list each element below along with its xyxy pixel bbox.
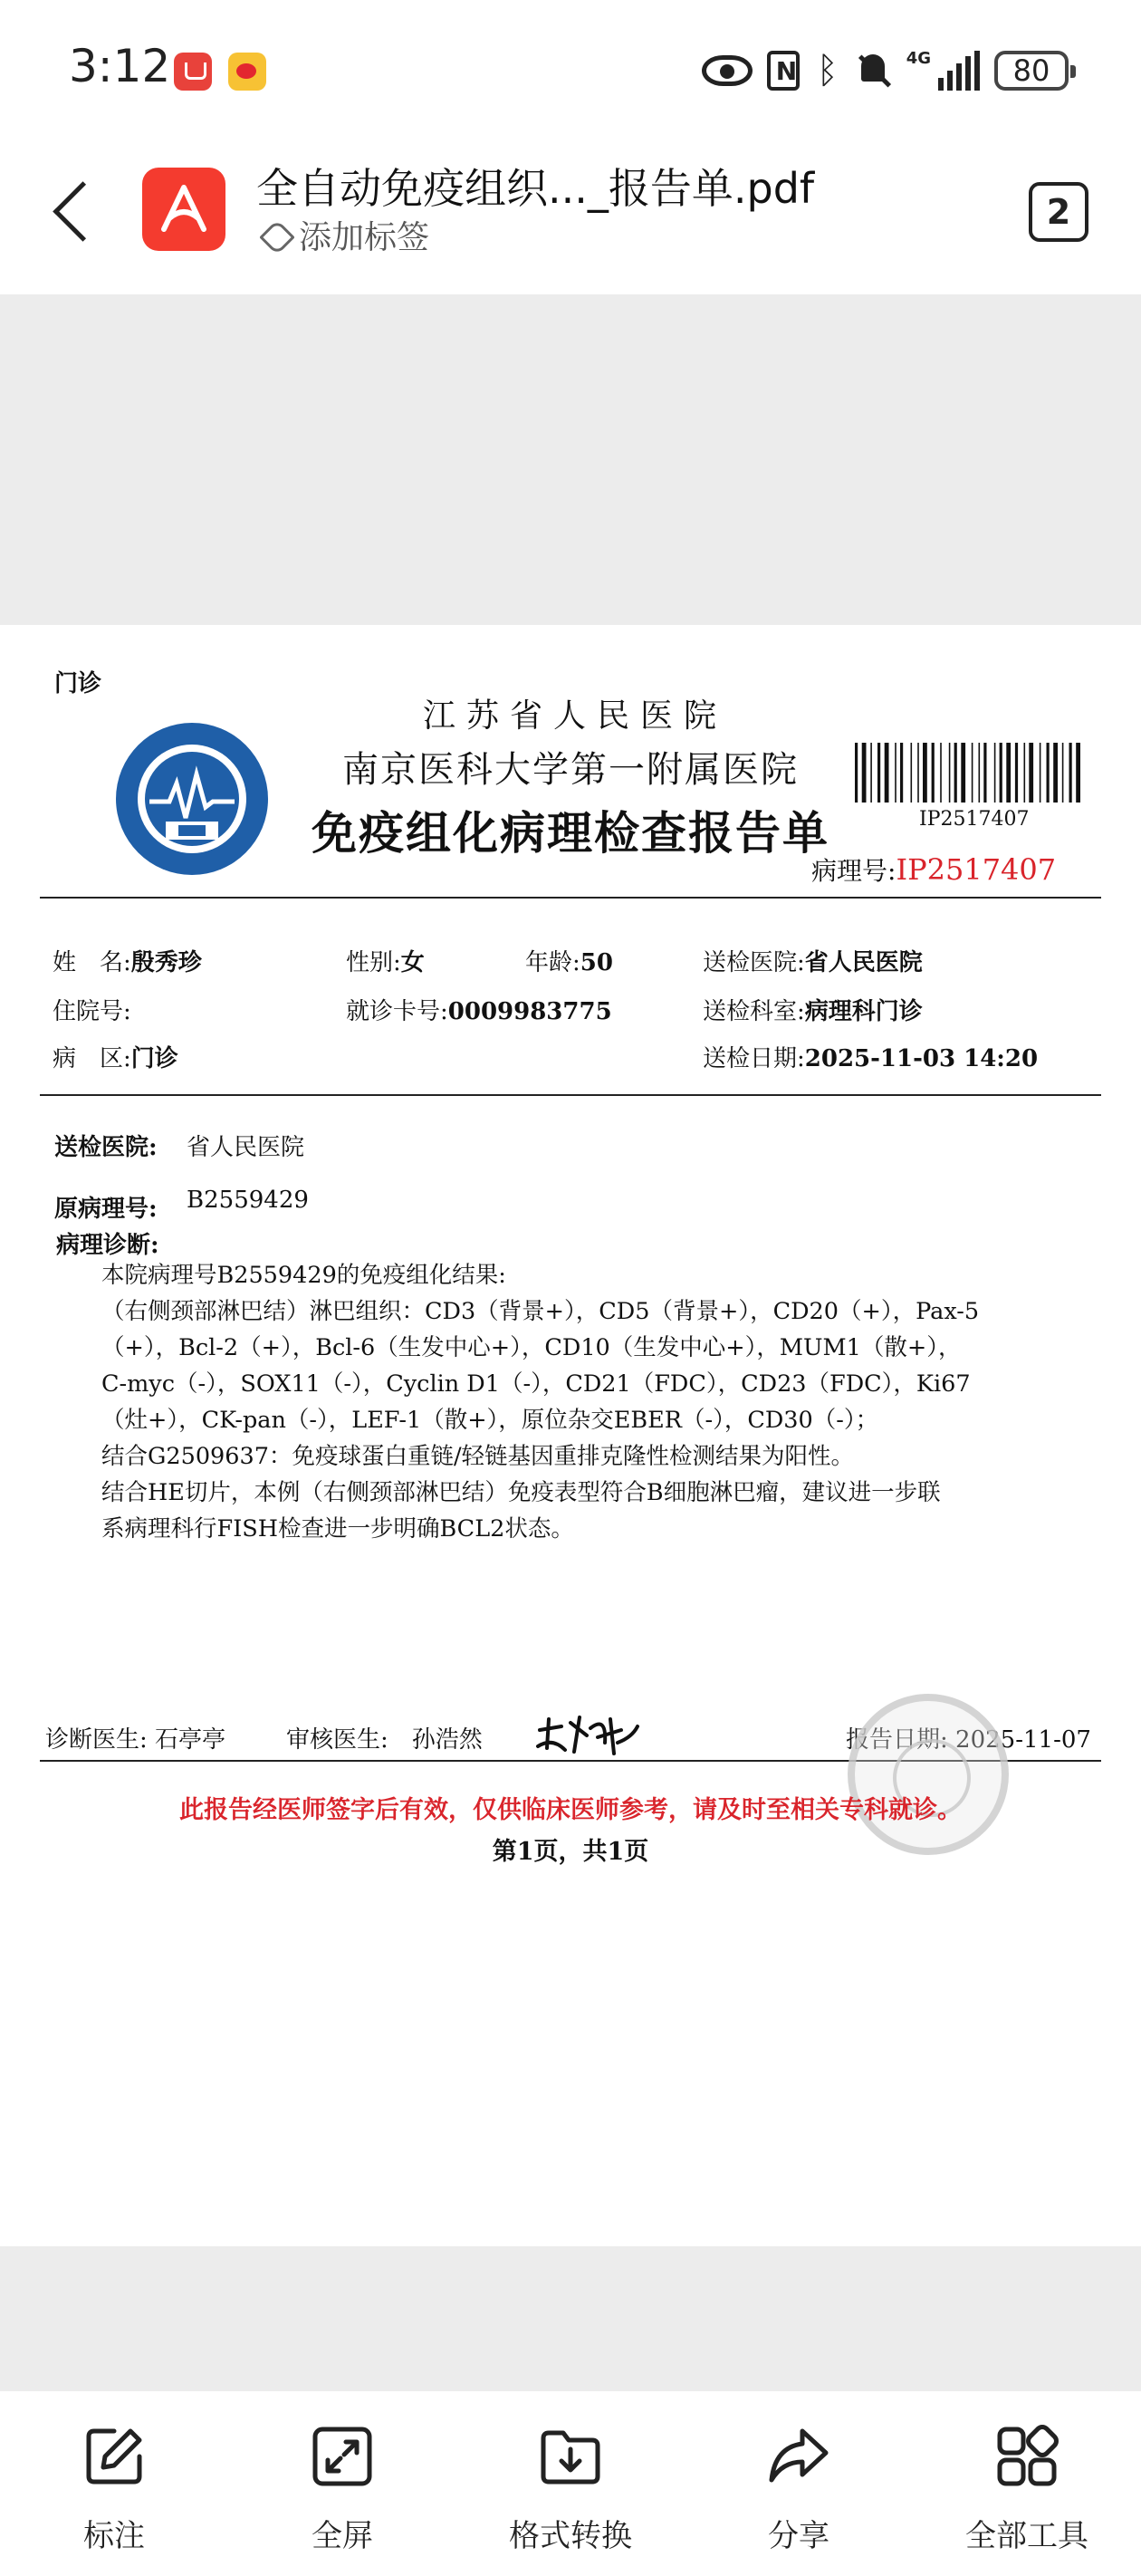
file-header [0,136,1141,294]
pathology-number [811,851,1056,888]
divider [40,897,1101,899]
report-date-value: 2025-11-07 [955,1726,1091,1754]
patient-gender [346,944,425,977]
signal-icon [906,51,980,91]
diagnosis-line: 系病理科行FISH检查进一步明确BCL2状态。 [101,1515,574,1543]
send-dept-label: 送检科室: [703,998,805,1025]
barcode-text: IP2517407 [919,808,1030,831]
card-label: 就诊卡号: [346,998,448,1025]
page-count-badge[interactable]: 2 [1029,182,1088,242]
barcode [853,743,1085,803]
diag-doctor-label: 诊断医生: [45,1726,148,1754]
diagnosis-line: C-myc（-），SOX11（-），Cyclin D1（-），CD21（FDC），CD23（FDC），Ki67 [101,1370,971,1398]
report-date-label: 报告日期: [846,1726,948,1754]
ward-value: 门诊 [130,1045,178,1072]
diagnosis-label: 病理诊断: [56,1232,159,1259]
diagnosis-line: 本院病理号B2559429的免疫组化结果: [101,1262,506,1289]
inpatient-label: 住院号: [53,998,131,1025]
patient-age [525,944,613,977]
send-hospital-2-label: 送检医院: [54,1134,158,1161]
age-value: 50 [580,949,613,976]
diagnosis-line: 结合HE切片，本例（右侧颈部淋巴结）免疫表型符合B细胞淋巴瘤，建议进一步联 [101,1479,941,1506]
add-tag-button[interactable] [261,212,429,258]
doctor-signature [534,1710,643,1761]
name-label: 姓 名: [53,949,131,976]
pathology-number-value: IP2517407 [896,852,1057,887]
back-arrow-icon[interactable] [49,178,92,248]
diagnosis-line: 结合G2509637：免疫球蛋白重链/轻链基因重排克隆性检测结果为阳性。 [101,1443,855,1470]
send-date-label: 送检日期: [703,1045,805,1072]
huawei-appgallery-icon [174,53,212,91]
original-pathology-label: 原病理号: [54,1196,158,1223]
validity-warning: 此报告经医师签字后有效，仅供临床医师参考，请及时至相关专科就诊。 [179,1796,962,1824]
battery-icon: 80 [994,51,1069,91]
send-department [703,993,923,1026]
annotate-label: 标注 [83,2518,145,2554]
original-pathology-value: B2559429 [187,1187,309,1214]
diagnosis-doctor [45,1721,225,1754]
tag-icon [261,221,290,250]
annotate-button[interactable] [0,2391,228,2576]
age-label: 年龄: [525,949,580,976]
send-hospital-2-value: 省人民医院 [187,1134,305,1161]
diagnosis-text [101,1257,1043,1547]
convert-format-button[interactable] [456,2391,685,2576]
fullscreen-label: 全屏 [312,2518,373,2554]
fullscreen-icon [310,2424,375,2489]
pdf-viewer[interactable] [0,294,1141,2391]
fullscreen-button[interactable] [228,2391,456,2576]
network-type: 4G [906,49,931,68]
review-doctor [286,1721,483,1754]
all-tools-label: 全部工具 [965,2518,1088,2554]
name-value: 殷秀珍 [130,949,202,976]
eye-comfort-icon [702,55,753,86]
all-tools-button[interactable] [913,2391,1141,2576]
send-date-value: 2025-11-03 14:20 [804,1045,1039,1072]
card-number [346,993,612,1026]
send-hospital-value: 省人民医院 [804,949,923,976]
add-tag-label: 添加标签 [299,219,430,256]
review-doctor-value: 孙浩然 [411,1726,483,1754]
diagnosis-line: （灶+），CK-pan（-），LEF-1（散+），原位杂交EBER（-），CD30（-）； [101,1407,879,1434]
inpatient-number [53,993,131,1026]
divider [40,1094,1101,1096]
send-hospital [703,944,923,977]
ward [53,1040,178,1073]
bottom-toolbar [0,2391,1141,2576]
bluetooth-icon: ᛒ [816,50,839,91]
pdf-app-icon [142,168,225,251]
share-button[interactable] [685,2391,913,2576]
diagnosis-line: （右侧颈部淋巴结）淋巴组织：CD3（背景+），CD5（背景+），CD20（+），Pax-5 [101,1298,980,1325]
diag-doctor-value: 石亭亭 [155,1726,226,1754]
review-doctor-label: 审核医生: [286,1726,388,1754]
gender-label: 性别: [346,949,401,976]
weibo-icon [228,53,266,91]
hospital-name-2: 南京医科大学第一附属医院 [342,749,799,791]
mute-bell-icon [856,51,892,91]
clinic-type: 门诊 [54,670,102,697]
send-date [703,1040,1038,1073]
status-time: 3:12 [69,40,171,92]
card-value: 0009983775 [447,998,612,1025]
all-tools-icon [994,2424,1060,2489]
send-hospital-label: 送检医院: [703,949,805,976]
status-icons [702,45,1069,96]
status-bar [0,0,1141,136]
annotate-icon [82,2424,147,2489]
pathology-number-label: 病理号: [811,856,896,886]
diagnosis-line: （+），Bcl-2（+），Bcl-6（生发中心+），CD10（生发中心+），MUM1（散+）， [101,1334,962,1361]
nfc-icon [767,51,800,91]
hospital-name-1: 江苏省人民医院 [422,697,727,735]
gender-value: 女 [400,949,425,976]
patient-name [53,944,202,977]
convert-format-label: 格式转换 [509,2518,632,2554]
report-title: 免疫组化病理检查报告单 [312,806,829,860]
pdf-page [0,625,1141,2246]
send-dept-value: 病理科门诊 [804,998,923,1025]
ward-label: 病 区: [53,1045,131,1072]
share-label: 分享 [768,2518,829,2554]
page-indicator: 第1页，共1页 [492,1838,649,1866]
share-icon [766,2424,831,2489]
file-title: 全自动免疫组织..._报告单.pdf [256,164,815,213]
convert-format-icon [538,2424,603,2489]
